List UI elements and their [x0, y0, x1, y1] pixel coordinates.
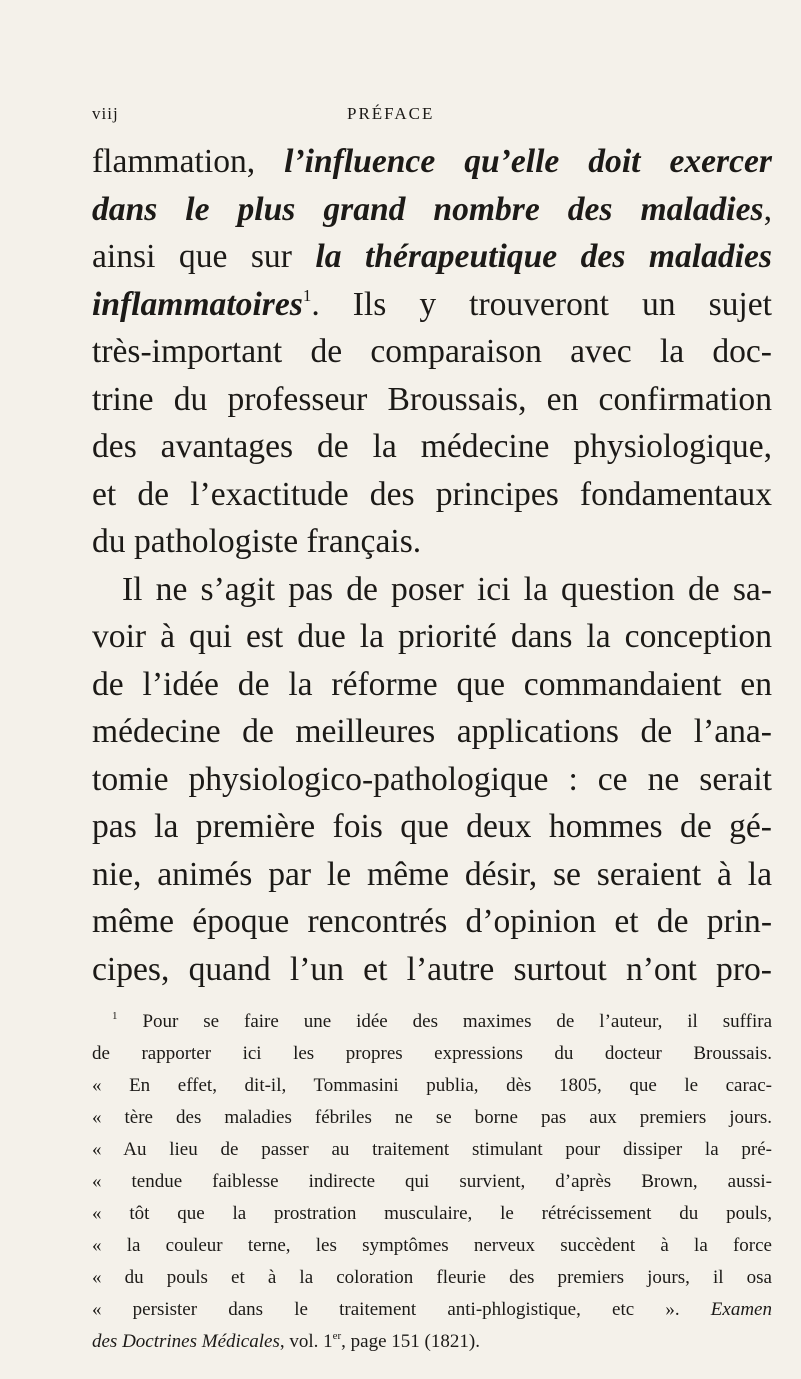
footnote [92, 1006, 772, 1358]
footnote-line: de rapporter ici les propres expressions du docteur Broussais. [92, 1043, 772, 1064]
footnote-marker: 1 [302, 285, 312, 305]
text-line: trine du professeur Broussais, en confirmation [92, 380, 772, 418]
text-line: dans le plus grand nombre des maladies, [92, 190, 772, 228]
footnote-line: « la couleur terne, les symptômes nerveux succèdent à la force [92, 1235, 772, 1256]
text-line: flammation, l’influence qu’elle doit exercer [92, 143, 772, 180]
text-line: et de l’exactitude des principes fondamentaux [92, 475, 772, 513]
text-line: voir à qui est due la priorité dans la conception [92, 618, 772, 655]
text-line: Il ne s’agit pas de poser ici la question de sa- [122, 570, 772, 608]
footnote-line: « du pouls et à la coloration fleurie des premiers jours, il osa [92, 1267, 772, 1288]
text-line: des avantages de la médecine physiologique, [92, 428, 772, 465]
text-line: du pathologiste français. [92, 523, 422, 560]
footnote-line: « tère des maladies fébriles ne se borne pas aux premiers jours. [92, 1107, 772, 1128]
footnote-number: 1 [112, 1010, 118, 1022]
text-line: très-important de comparaison avec la doc- [92, 333, 772, 370]
text-line: inflammatoires$^1$. Ils y trouveront un sujet [92, 285, 772, 323]
text-line: cipes, quand l’un et l’autre surtout n’ont pro- [92, 950, 772, 988]
footnote-line: des Doctrines Médicales, vol. 1er, page 151 (1821). [92, 1330, 480, 1352]
footnote-line: $^1$ Pour se faire une idée des maximes de l’auteur, il suffira [112, 1010, 773, 1032]
text-line: médecine de meilleures applications de l’ana- [92, 713, 772, 750]
text-line: tomie physiologico-pathologique : ce ne serait [92, 760, 772, 798]
main-text [92, 138, 772, 993]
running-title: PRÉFACE [347, 104, 435, 123]
footnote-line: « tendue faiblesse indirecte qui survient, d’après Brown, aussi- [92, 1171, 772, 1192]
text-line: nie, animés par le même désir, se seraient à la [92, 855, 772, 893]
text-line: ainsi que sur la thérapeutique des maladies [92, 238, 772, 275]
page-number: viij [92, 104, 119, 123]
footnote-line: « tôt que la prostration musculaire, le rétrécissement du pouls, [92, 1203, 772, 1224]
footnote-line: « En effet, dit-il, Tommasini publia, dès 1805, que le carac- [92, 1075, 772, 1096]
text-line: de l’idée de la réforme que commandaient en [92, 665, 772, 703]
footnote-line: « Au lieu de passer au traitement stimulant pour dissiper la pré- [92, 1139, 772, 1160]
text-line: même époque rencontrés d’opinion et de prin- [92, 903, 772, 940]
page-header [92, 104, 772, 134]
text-line: pas la première fois que deux hommes de gé- [92, 808, 772, 845]
footnote-line: « persister dans le traitement anti-phlogistique, etc ». Examen [92, 1299, 772, 1320]
